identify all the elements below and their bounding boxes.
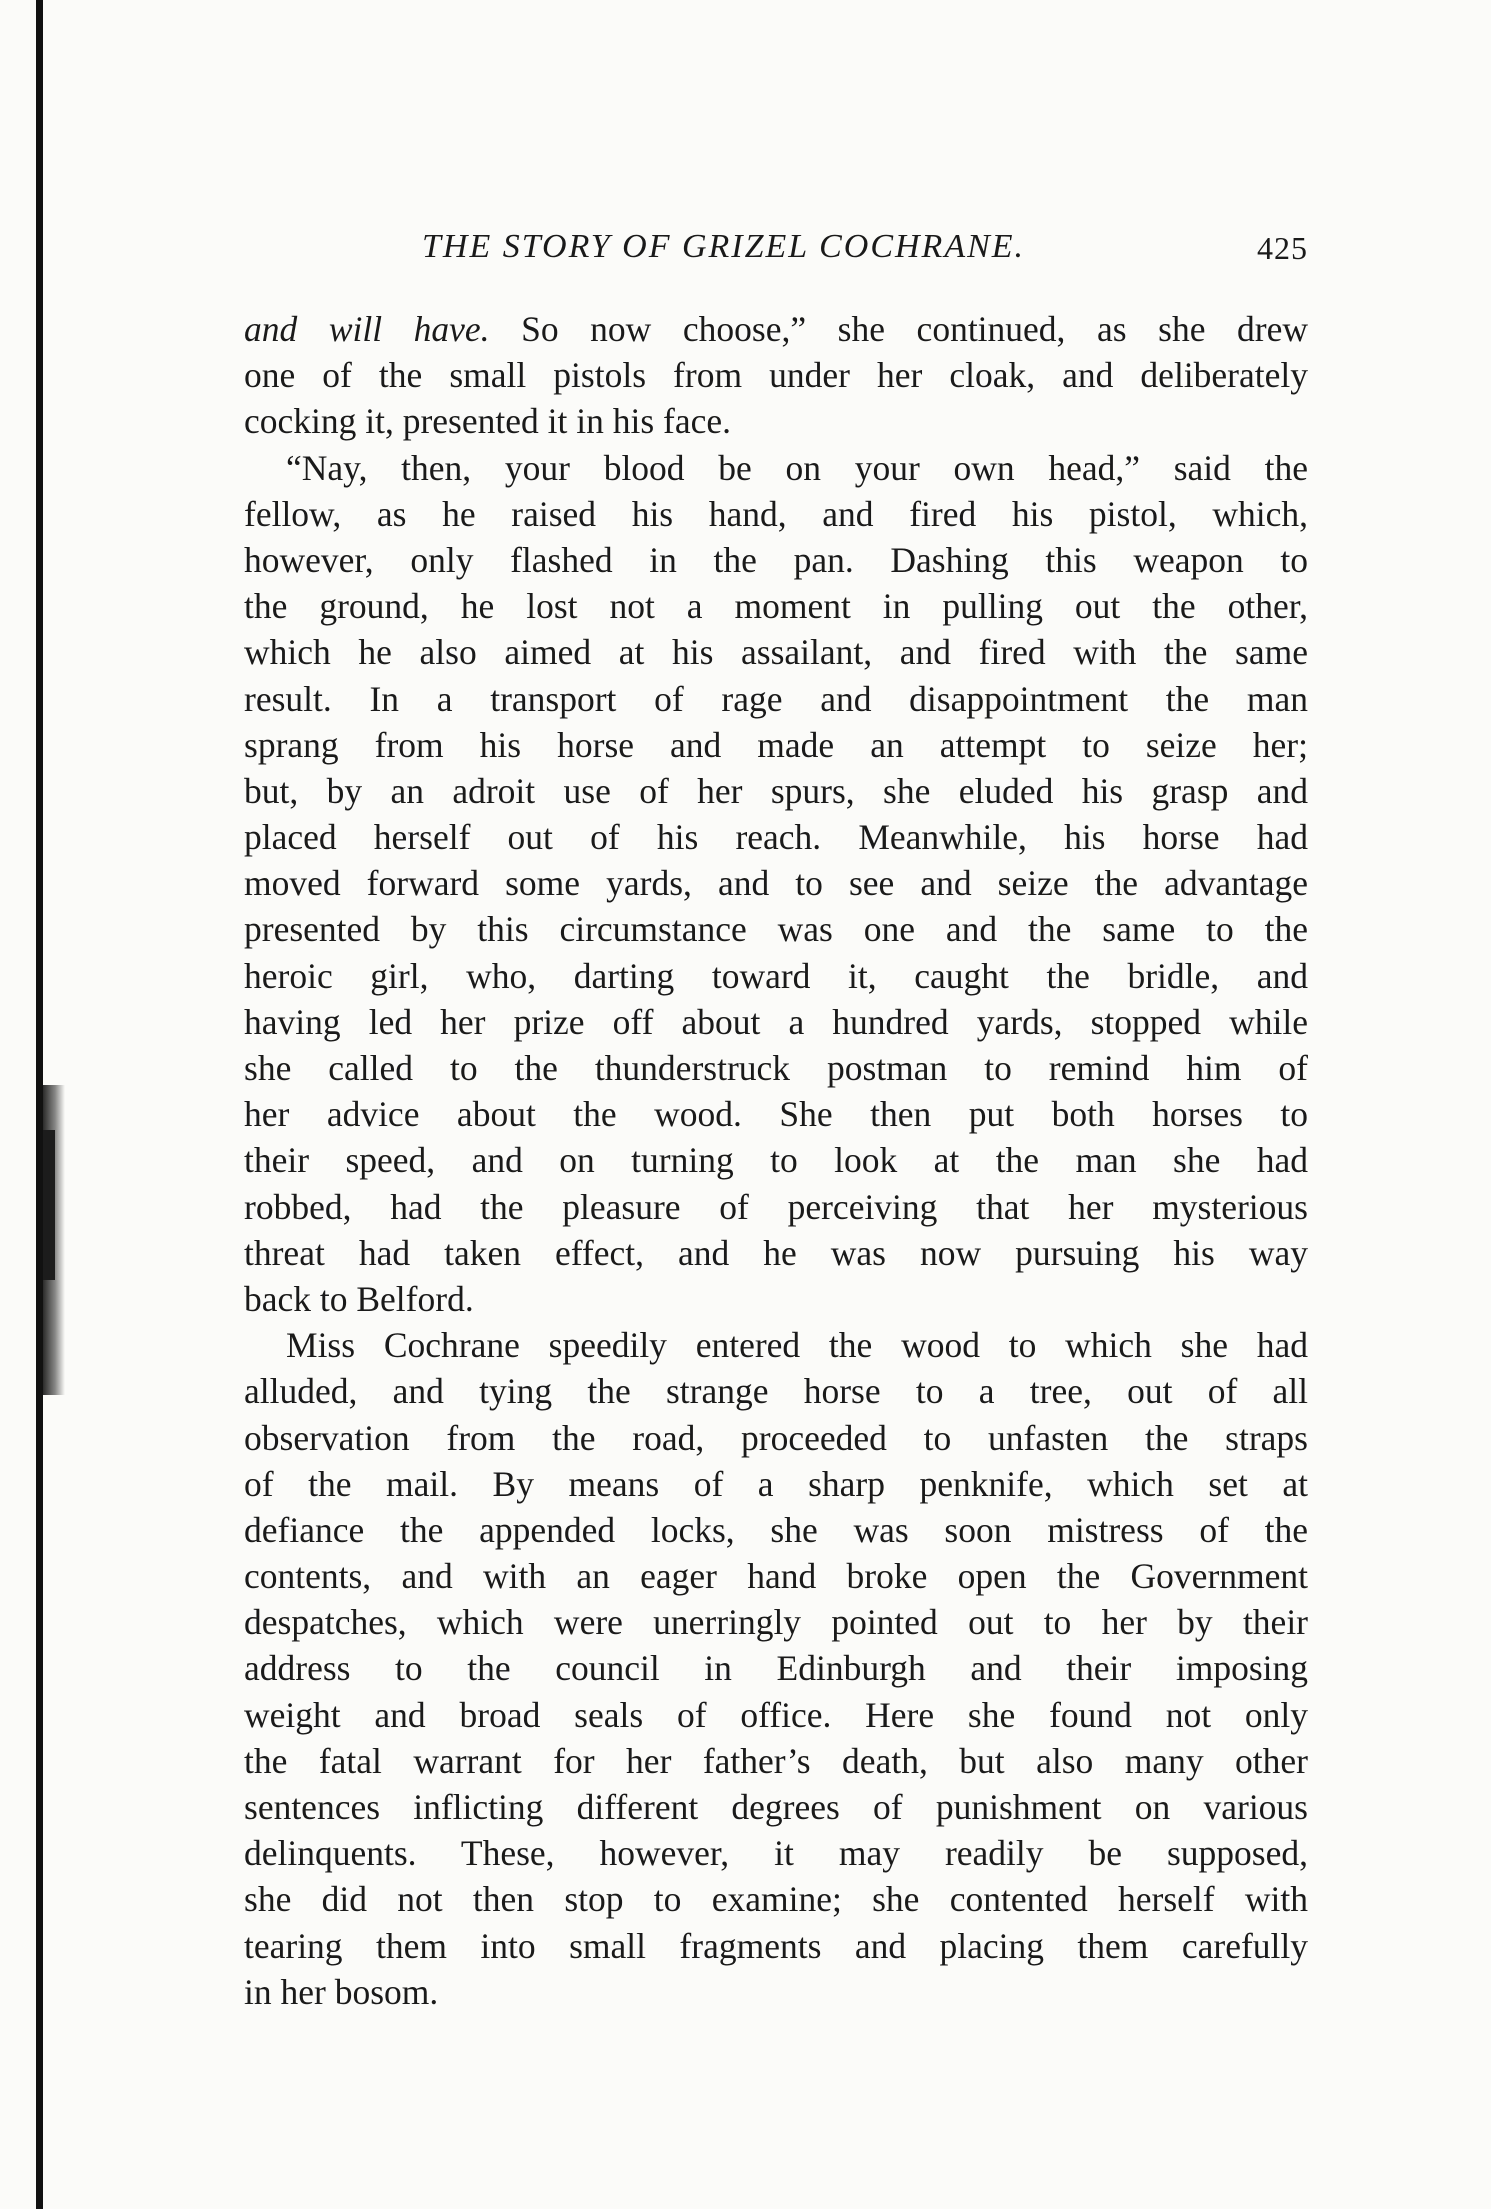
italic-phrase: and will have. — [244, 309, 490, 349]
text-line: she did not then stop to examine; she contented herself with — [244, 1879, 1308, 1920]
text-line: delinquents. These, however, it may readily be supposed, — [244, 1833, 1308, 1874]
text-line: back to Belford. — [244, 1278, 474, 1319]
text-line: despatches, which were unerringly pointed out to her by their — [244, 1602, 1308, 1643]
text-line: she called to the thunderstruck postman to remind him of — [244, 1048, 1308, 1088]
text-line: in her bosom. — [244, 1971, 439, 2012]
text-line: threat had taken effect, and he was now pursuing his way — [244, 1232, 1308, 1273]
text-line-content: So now choose,” she continued, as she drew — [489, 309, 1308, 349]
body-text — [244, 306, 1308, 2015]
text-line: fellow, as he raised his hand, and fired his pistol, which, — [244, 493, 1308, 534]
text-line: Miss Cochrane speedily entered the wood to which she had — [286, 1325, 1308, 1366]
text-line: result. In a transport of rage and disappointment the man — [244, 678, 1308, 719]
page-binding-edge — [36, 0, 43, 2209]
text-line: weight and broad seals of office. Here she found not only — [244, 1694, 1308, 1735]
text-line: placed herself out of his reach. Meanwhile, his horse had — [244, 817, 1308, 858]
text-line: tearing them into small fragments and placing them carefully — [244, 1925, 1308, 1966]
text-line: one of the small pistols from under her cloak, and deliberately — [244, 355, 1308, 396]
text-line: having led her prize off about a hundred yards, stopped while — [244, 1001, 1308, 1042]
text-line: alluded, and tying the strange horse to a tree, out of all — [244, 1371, 1308, 1412]
text-line: the fatal warrant for her father’s death, but also many other — [244, 1740, 1308, 1781]
text-line — [244, 306, 1308, 352]
page-header — [244, 228, 1308, 288]
text-line: cocking it, presented it in his face. — [244, 401, 731, 442]
text-line: sentences inflicting different degrees of punishment on various — [244, 1787, 1308, 1827]
text-line: sprang from his horse and made an attempt to seize her; — [244, 724, 1308, 765]
text-line: of the mail. By means of a sharp penknife, which set at — [244, 1463, 1308, 1504]
text-line: presented by this circumstance was one and the same to the — [244, 909, 1308, 950]
page-binding-shadow-dark — [43, 1130, 55, 1280]
text-line: heroic girl, who, darting toward it, caught the bridle, and — [244, 955, 1308, 996]
text-line: robbed, had the pleasure of perceiving that her mysterious — [244, 1186, 1308, 1227]
text-line: their speed, and on turning to look at the man she had — [244, 1140, 1308, 1181]
text-line: which he also aimed at his assailant, and fired with the same — [244, 632, 1308, 673]
text-line: the ground, he lost not a moment in pulling out the other, — [244, 586, 1308, 627]
page-number: 425 — [1257, 230, 1308, 266]
text-line: moved forward some yards, and to see and seize the advantage — [244, 863, 1308, 904]
text-line: however, only flashed in the pan. Dashing this weapon to — [244, 539, 1308, 580]
text-line: but, by an adroit use of her spurs, she eluded his grasp and — [244, 770, 1308, 811]
running-title: THE STORY OF GRIZEL COCHRANE. — [422, 228, 1026, 265]
text-line: contents, and with an eager hand broke open the Government — [244, 1556, 1308, 1597]
text-line: observation from the road, proceeded to unfasten the straps — [244, 1417, 1308, 1458]
text-line: defiance the appended locks, she was soon mistress of the — [244, 1509, 1308, 1550]
text-line: her advice about the wood. She then put both horses to — [244, 1094, 1308, 1135]
text-line: “Nay, then, your blood be on your own head,” said the — [286, 447, 1308, 488]
text-line: address to the council in Edinburgh and their imposing — [244, 1648, 1308, 1689]
